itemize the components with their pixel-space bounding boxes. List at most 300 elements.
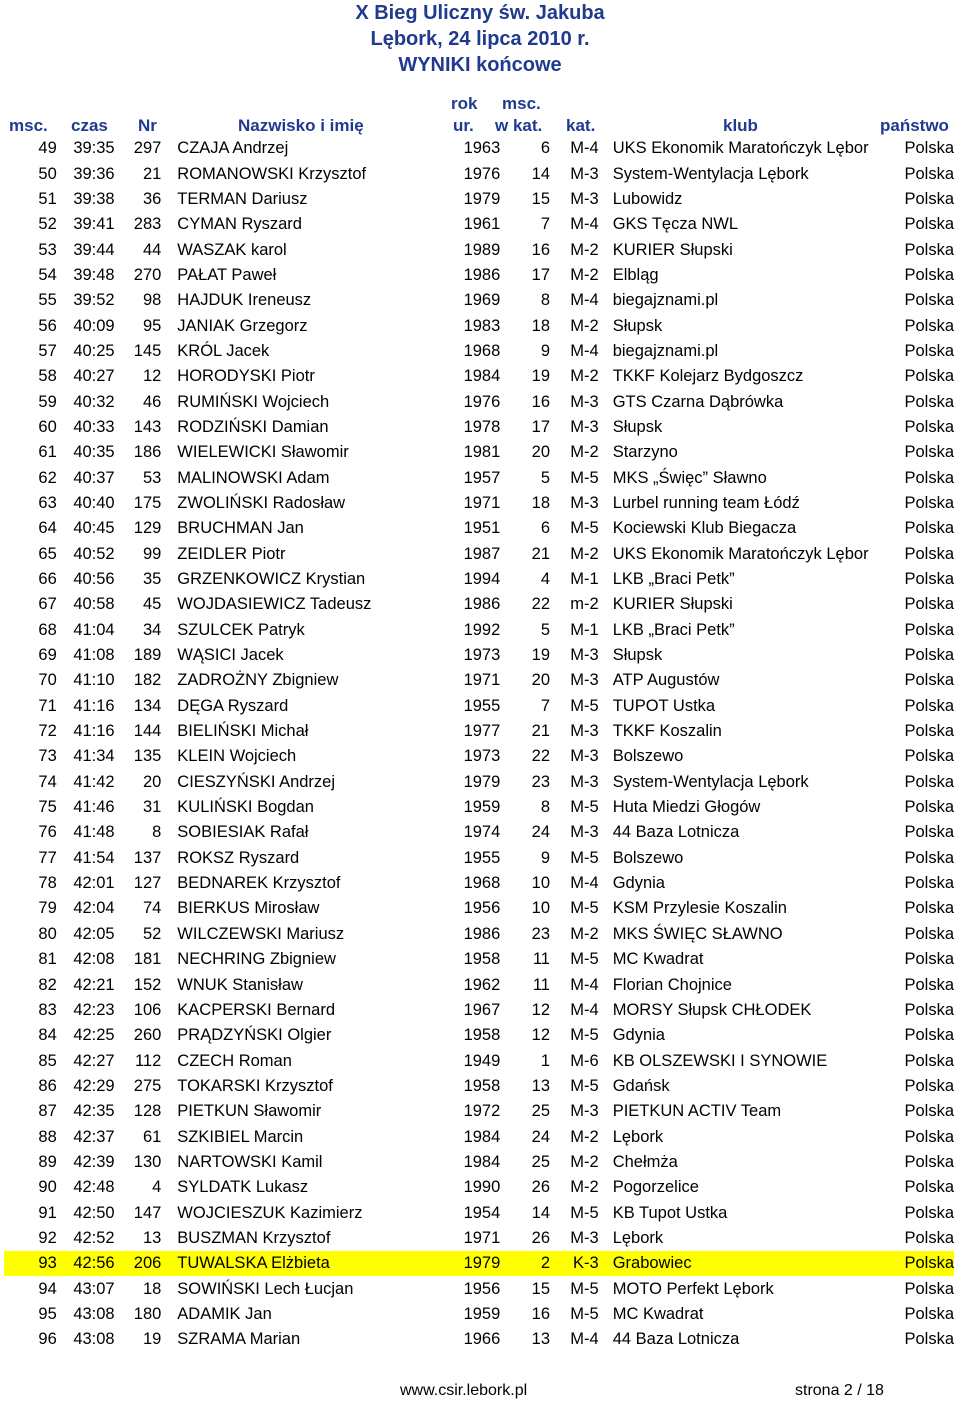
- name-cell: ADAMIK Jan: [177, 1304, 272, 1323]
- bib-cell: 189: [133, 646, 162, 665]
- bib-cell: 134: [133, 696, 162, 715]
- category-place-cell: 7: [540, 696, 550, 715]
- birth-year-cell: 1989: [463, 240, 501, 259]
- time-cell: 40:56: [73, 570, 115, 589]
- time-cell: 41:16: [73, 696, 115, 715]
- time-cell: 43:07: [73, 1279, 115, 1298]
- category-place-cell: 13: [531, 1330, 550, 1349]
- birth-year-cell: 1987: [463, 544, 501, 563]
- place-cell: 79: [38, 899, 57, 918]
- bib-cell: 275: [133, 1076, 162, 1095]
- category-place-cell: 6: [540, 519, 550, 538]
- header-msc: msc.: [9, 116, 48, 135]
- category-place-cell: 23: [531, 772, 550, 791]
- category-place-cell: 16: [531, 1304, 550, 1323]
- header-name: Nazwisko i imię: [238, 116, 364, 135]
- name-cell: WASZAK karol: [177, 240, 287, 259]
- time-cell: 42:25: [73, 1026, 115, 1045]
- table-row: [4, 1200, 954, 1225]
- name-cell: KACPERSKI Bernard: [177, 1000, 336, 1019]
- place-cell: 55: [38, 291, 57, 310]
- birth-year-cell: 1974: [463, 823, 501, 842]
- time-cell: 41:08: [73, 646, 115, 665]
- category-cell: M-1: [570, 620, 599, 639]
- category-cell: M-4: [570, 1330, 599, 1349]
- club-cell: 44 Baza Lotnicza: [612, 823, 740, 842]
- country-cell: Polska: [904, 772, 954, 791]
- table-row: [4, 1150, 954, 1175]
- time-cell: 40:25: [73, 341, 115, 360]
- bib-cell: 128: [133, 1102, 162, 1121]
- country-cell: Polska: [904, 798, 954, 817]
- bib-cell: 45: [142, 595, 162, 614]
- category-cell: M-2: [570, 367, 599, 386]
- header-mkat-top: msc.: [502, 94, 541, 113]
- birth-year-cell: 1971: [463, 671, 501, 690]
- country-cell: Polska: [904, 696, 954, 715]
- bib-cell: 137: [133, 848, 162, 867]
- name-cell: MALINOWSKI Adam: [177, 468, 330, 487]
- table-row: [4, 1226, 954, 1251]
- table-row: [4, 1099, 954, 1124]
- time-cell: 43:08: [73, 1330, 115, 1349]
- country-cell: Polska: [904, 1026, 954, 1045]
- club-cell: ATP Augustów: [612, 671, 720, 690]
- table-row: [4, 440, 954, 465]
- category-place-cell: 6: [540, 139, 550, 158]
- birth-year-cell: 1990: [463, 1178, 501, 1197]
- time-cell: 42:52: [73, 1228, 115, 1247]
- name-cell: ZWOLIŃSKI Radosław: [177, 493, 346, 512]
- name-cell: ZADROŻNY Zbigniew: [177, 671, 339, 690]
- name-cell: KLEIN Wojciech: [177, 747, 297, 766]
- name-cell: WOJCIESZUK Kazimierz: [177, 1203, 363, 1222]
- table-row: [4, 668, 954, 693]
- place-cell: 81: [38, 950, 57, 969]
- birth-year-cell: 1954: [463, 1203, 501, 1222]
- category-cell: M-3: [570, 1228, 599, 1247]
- category-cell: M-2: [570, 1152, 599, 1171]
- birth-year-cell: 1961: [463, 215, 501, 234]
- category-cell: M-1: [570, 570, 599, 589]
- place-cell: 59: [38, 392, 57, 411]
- table-row: [4, 719, 954, 744]
- birth-year-cell: 1973: [463, 646, 501, 665]
- table-row: [4, 465, 954, 490]
- place-cell: 71: [38, 696, 57, 715]
- bib-cell: 18: [142, 1279, 162, 1298]
- category-place-cell: 24: [531, 823, 550, 842]
- table-row: [4, 516, 954, 541]
- category-cell: M-5: [570, 519, 599, 538]
- time-cell: 42:50: [73, 1203, 115, 1222]
- birth-year-cell: 1963: [463, 139, 501, 158]
- table-row: [4, 364, 954, 389]
- club-cell: PIETKUN ACTIV Team: [612, 1102, 782, 1121]
- time-cell: 39:52: [73, 291, 115, 310]
- place-cell: 91: [38, 1203, 57, 1222]
- time-cell: 41:54: [73, 848, 115, 867]
- category-cell: M-2: [570, 443, 599, 462]
- time-cell: 41:04: [73, 620, 115, 639]
- birth-year-cell: 1957: [463, 468, 501, 487]
- club-cell: Huta Miedzi Głogów: [612, 798, 761, 817]
- birth-year-cell: 1986: [463, 595, 501, 614]
- place-cell: 94: [38, 1279, 57, 1298]
- table-row: [4, 694, 954, 719]
- club-cell: KURIER Słupski: [612, 595, 733, 614]
- name-cell: PRĄDZYŃSKI Olgier: [177, 1026, 332, 1045]
- category-cell: M-6: [570, 1051, 599, 1070]
- place-cell: 49: [38, 139, 57, 158]
- country-cell: Polska: [904, 265, 954, 284]
- country-cell: Polska: [904, 950, 954, 969]
- page-number: strona 2 / 18: [795, 1382, 884, 1399]
- place-cell: 90: [38, 1178, 57, 1197]
- category-place-cell: 9: [540, 848, 550, 867]
- country-cell: Polska: [904, 1178, 954, 1197]
- club-cell: Lurbel running team Łódź: [612, 493, 800, 512]
- category-place-cell: 17: [531, 417, 550, 436]
- place-cell: 56: [38, 316, 57, 335]
- country-cell: Polska: [904, 975, 954, 994]
- country-cell: Polska: [904, 341, 954, 360]
- time-cell: 42:21: [73, 975, 115, 994]
- category-cell: M-3: [570, 747, 599, 766]
- table-row: [4, 592, 954, 617]
- table-row: [4, 491, 954, 516]
- category-place-cell: 5: [540, 620, 550, 639]
- place-cell: 84: [38, 1026, 57, 1045]
- country-cell: Polska: [904, 1000, 954, 1019]
- table-row: [4, 795, 954, 820]
- place-cell: 92: [38, 1228, 57, 1247]
- country-cell: Polska: [904, 139, 954, 158]
- place-cell: 72: [38, 722, 57, 741]
- name-cell: RUMIŃSKI Wojciech: [177, 392, 330, 411]
- place-cell: 80: [38, 924, 57, 943]
- country-cell: Polska: [904, 595, 954, 614]
- category-place-cell: 26: [531, 1178, 550, 1197]
- bib-cell: 74: [142, 899, 162, 918]
- category-place-cell: 4: [540, 570, 550, 589]
- name-cell: WNUK Stanisław: [177, 975, 303, 994]
- club-cell: Lębork: [612, 1228, 664, 1247]
- bib-cell: 283: [133, 215, 162, 234]
- place-cell: 63: [38, 493, 57, 512]
- category-place-cell: 1: [540, 1051, 550, 1070]
- category-cell: M-5: [570, 1203, 599, 1222]
- place-cell: 88: [38, 1127, 57, 1146]
- place-cell: 67: [38, 595, 57, 614]
- time-cell: 40:45: [73, 519, 115, 538]
- time-cell: 41:34: [73, 747, 115, 766]
- name-cell: WOJDASIEWICZ Tadeusz: [177, 595, 372, 614]
- bib-cell: 127: [133, 874, 162, 893]
- country-cell: Polska: [904, 722, 954, 741]
- place-cell: 52: [38, 215, 57, 234]
- name-cell: SZKIBIEL Marcin: [177, 1127, 304, 1146]
- club-cell: Gdańsk: [612, 1076, 670, 1095]
- place-cell: 65: [38, 544, 57, 563]
- category-place-cell: 15: [531, 1279, 550, 1298]
- table-row: [4, 1327, 954, 1352]
- bib-cell: 145: [133, 341, 162, 360]
- club-cell: Lębork: [612, 1127, 664, 1146]
- club-cell: UKS Ekonomik Maratończyk Lębor: [612, 139, 869, 158]
- category-place-cell: 21: [531, 544, 550, 563]
- category-place-cell: 18: [531, 316, 550, 335]
- club-cell: Gdynia: [612, 1026, 665, 1045]
- birth-year-cell: 1978: [463, 417, 501, 436]
- place-cell: 76: [38, 823, 57, 842]
- category-place-cell: 24: [531, 1127, 550, 1146]
- table-row: [4, 770, 954, 795]
- time-cell: 42:48: [73, 1178, 115, 1197]
- club-cell: UKS Ekonomik Maratończyk Lębor: [612, 544, 869, 563]
- club-cell: Florian Chojnice: [612, 975, 732, 994]
- place-cell: 68: [38, 620, 57, 639]
- birth-year-cell: 1984: [463, 1127, 501, 1146]
- category-cell: M-2: [570, 240, 599, 259]
- name-cell: KRÓL Jacek: [177, 341, 270, 360]
- country-cell: Polska: [904, 1152, 954, 1171]
- country-cell: Polska: [904, 367, 954, 386]
- country-cell: Polska: [904, 848, 954, 867]
- birth-year-cell: 1973: [463, 747, 501, 766]
- category-place-cell: 19: [531, 367, 550, 386]
- club-cell: Lubowidz: [612, 189, 683, 208]
- category-cell: M-4: [570, 1000, 599, 1019]
- bib-cell: 20: [142, 772, 162, 791]
- name-cell: SOBIESIAK Rafał: [177, 823, 309, 842]
- bib-cell: 19: [142, 1330, 162, 1349]
- time-cell: 43:08: [73, 1304, 115, 1323]
- birth-year-cell: 1979: [429, 1251, 500, 1276]
- bib-cell: 44: [142, 240, 162, 259]
- category-cell: M-5: [570, 950, 599, 969]
- place-cell: 77: [38, 848, 57, 867]
- table-row: [4, 1175, 954, 1200]
- country-cell: Polska: [904, 1051, 954, 1070]
- club-cell: LKB „Braci Petk”: [612, 570, 735, 589]
- category-place-cell: 2: [500, 1251, 550, 1276]
- time-cell: 39:48: [73, 265, 115, 284]
- name-cell: NARTOWSKI Kamil: [177, 1152, 323, 1171]
- bib-cell: 143: [133, 417, 162, 436]
- country-cell: Polska: [904, 1102, 954, 1121]
- club-cell: TKKF Koszalin: [612, 722, 722, 741]
- bib-cell: 135: [133, 747, 162, 766]
- time-cell: 40:33: [73, 417, 115, 436]
- category-place-cell: 14: [531, 1203, 550, 1222]
- time-cell: 42:27: [73, 1051, 115, 1070]
- time-cell: 42:56: [57, 1251, 115, 1276]
- birth-year-cell: 1986: [463, 924, 501, 943]
- bib-cell: 36: [142, 189, 162, 208]
- club-cell: Elbląg: [612, 265, 659, 284]
- birth-year-cell: 1979: [463, 772, 501, 791]
- place-cell: 60: [38, 417, 57, 436]
- name-cell: SZULCEK Patryk: [177, 620, 305, 639]
- place-cell: 95: [38, 1304, 57, 1323]
- birth-year-cell: 1958: [463, 1026, 501, 1045]
- bib-cell: 182: [133, 671, 162, 690]
- country-cell: Polska: [904, 468, 954, 487]
- club-cell: LKB „Braci Petk”: [612, 620, 735, 639]
- table-row: [4, 744, 954, 769]
- birth-year-cell: 1949: [463, 1051, 501, 1070]
- place-cell: 58: [38, 367, 57, 386]
- country-cell: Polska: [904, 1127, 954, 1146]
- category-place-cell: 11: [532, 975, 550, 994]
- bib-cell: 98: [142, 291, 162, 310]
- time-cell: 40:40: [73, 493, 115, 512]
- club-cell: Słupsk: [612, 417, 663, 436]
- category-cell: M-3: [570, 646, 599, 665]
- name-cell: BRUCHMAN Jan: [177, 519, 304, 538]
- name-cell: RODZIŃSKI Damian: [177, 417, 329, 436]
- place-cell: 83: [38, 1000, 57, 1019]
- bib-cell: 297: [133, 139, 162, 158]
- category-cell: M-4: [570, 139, 599, 158]
- category-place-cell: 23: [531, 924, 550, 943]
- category-cell: M-4: [570, 975, 599, 994]
- place-cell: 64: [38, 519, 57, 538]
- bib-cell: 106: [133, 1000, 162, 1019]
- place-cell: 54: [38, 265, 57, 284]
- place-cell: 66: [38, 570, 57, 589]
- bib-cell: 12: [142, 367, 162, 386]
- category-cell: M-3: [570, 722, 599, 741]
- time-cell: 39:41: [73, 215, 115, 234]
- name-cell: WĄSICI Jacek: [177, 646, 284, 665]
- category-place-cell: 18: [531, 493, 550, 512]
- results-rows: [4, 136, 954, 1353]
- place-cell: 86: [38, 1076, 57, 1095]
- category-cell: M-2: [570, 544, 599, 563]
- club-cell: Grabowiec: [599, 1251, 873, 1276]
- birth-year-cell: 1994: [463, 570, 501, 589]
- bib-cell: 206: [115, 1251, 162, 1276]
- document-title: X Bieg Uliczny św. Jakuba: [355, 2, 605, 24]
- table-row: [4, 161, 954, 186]
- club-cell: KSM Przylesie Koszalin: [612, 899, 787, 918]
- country-cell: Polska: [904, 747, 954, 766]
- category-place-cell: 20: [531, 443, 550, 462]
- name-cell: DĘGA Ryszard: [177, 696, 289, 715]
- table-row: [4, 618, 954, 643]
- place-cell: 93: [4, 1251, 57, 1276]
- bib-cell: 4: [152, 1178, 162, 1197]
- time-cell: 40:37: [73, 468, 115, 487]
- category-cell: M-3: [570, 493, 599, 512]
- bib-cell: 8: [152, 823, 162, 842]
- time-cell: 39:44: [73, 240, 115, 259]
- time-cell: 42:29: [73, 1076, 115, 1095]
- table-row: [4, 212, 954, 237]
- country-cell: Polska: [904, 899, 954, 918]
- category-cell: M-5: [570, 899, 599, 918]
- club-cell: 44 Baza Lotnicza: [612, 1330, 740, 1349]
- club-cell: TUPOT Ustka: [612, 696, 716, 715]
- category-cell: m-2: [570, 595, 599, 614]
- name-cell: WILCZEWSKI Mariusz: [177, 924, 345, 943]
- birth-year-cell: 1976: [463, 392, 501, 411]
- table-row: [4, 567, 954, 592]
- category-place-cell: 22: [531, 595, 550, 614]
- country-cell: Polska: [904, 646, 954, 665]
- table-row: [4, 542, 954, 567]
- bib-cell: 130: [133, 1152, 162, 1171]
- category-place-cell: 16: [531, 392, 550, 411]
- name-cell: SZRAMA Marian: [177, 1330, 301, 1349]
- bib-cell: 35: [142, 570, 162, 589]
- table-row: [4, 1048, 954, 1073]
- category-place-cell: 12: [531, 1000, 550, 1019]
- bib-cell: 31: [142, 798, 162, 817]
- bib-cell: 260: [133, 1026, 162, 1045]
- name-cell: BUSZMAN Krzysztof: [177, 1228, 331, 1247]
- header-kat: kat.: [566, 116, 596, 135]
- table-row: [4, 415, 954, 440]
- header-klub: klub: [723, 116, 758, 135]
- time-cell: 42:01: [73, 874, 115, 893]
- birth-year-cell: 1977: [463, 722, 501, 741]
- table-row: [4, 1023, 954, 1048]
- name-cell: BIELIŃSKI Michał: [177, 722, 309, 741]
- bib-cell: 270: [133, 265, 162, 284]
- footer-url[interactable]: www.csir.lebork.pl: [400, 1382, 528, 1399]
- category-cell: M-3: [570, 189, 599, 208]
- country-cell: Polska: [904, 620, 954, 639]
- time-cell: 41:48: [73, 823, 115, 842]
- category-place-cell: 15: [531, 189, 550, 208]
- category-cell: M-5: [570, 1076, 599, 1095]
- time-cell: 41:46: [73, 798, 115, 817]
- name-cell: ROKSZ Ryszard: [177, 848, 300, 867]
- place-cell: 89: [38, 1152, 57, 1171]
- category-place-cell: 25: [531, 1102, 550, 1121]
- results-table: [4, 136, 954, 1353]
- time-cell: 41:16: [73, 722, 115, 741]
- bib-cell: 112: [134, 1051, 162, 1070]
- birth-year-cell: 1992: [463, 620, 501, 639]
- category-cell: M-2: [570, 265, 599, 284]
- place-cell: 82: [38, 975, 57, 994]
- name-cell: CZECH Roman: [177, 1051, 292, 1070]
- table-row: [4, 389, 954, 414]
- bib-cell: 147: [133, 1203, 162, 1222]
- country-cell: Polska: [904, 1304, 954, 1323]
- category-place-cell: 21: [531, 722, 550, 741]
- country-cell: Polska: [904, 671, 954, 690]
- time-cell: 39:35: [73, 139, 115, 158]
- club-cell: Chełmża: [612, 1152, 678, 1171]
- name-cell: NECHRING Zbigniew: [177, 950, 336, 969]
- name-cell: GRZENKOWICZ Krystian: [177, 570, 366, 589]
- club-cell: MKS ŚWIĘC SŁAWNO: [612, 924, 783, 943]
- country-cell: Polska: [904, 570, 954, 589]
- place-cell: 51: [38, 189, 57, 208]
- country-cell: Polska: [904, 1279, 954, 1298]
- birth-year-cell: 1981: [463, 443, 501, 462]
- birth-year-cell: 1967: [463, 1000, 501, 1019]
- bib-cell: 46: [142, 392, 162, 411]
- name-cell: CIESZYŃSKI Andrzej: [177, 772, 336, 791]
- results-heading: WYNIKI końcowe: [398, 54, 562, 76]
- category-cell: M-3: [570, 823, 599, 842]
